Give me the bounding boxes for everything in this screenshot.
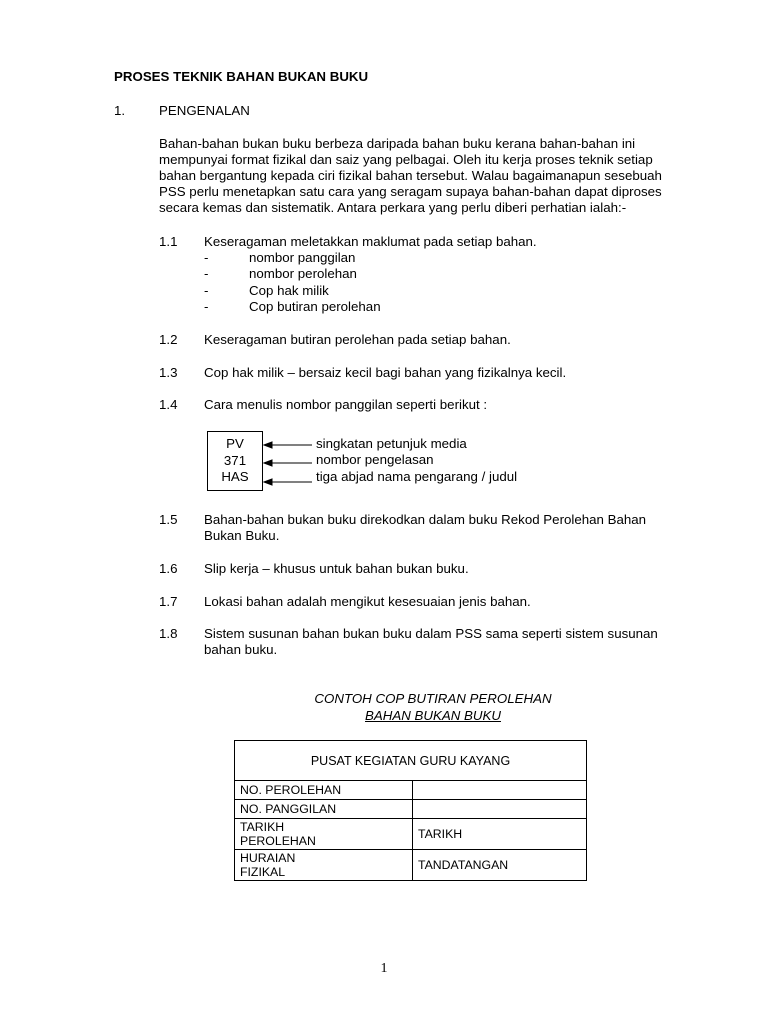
item-number: 1.1 bbox=[159, 234, 178, 249]
bullet-dash: - bbox=[204, 299, 209, 314]
call-number-annotation: nombor pengelasan bbox=[316, 452, 434, 467]
call-number-annotation: tiga abjad nama pengarang / judul bbox=[316, 469, 518, 484]
intro-line: mempunyai format fizikal dan saiz yang pelbagai. Oleh itu kerja proses teknik setiap bbox=[159, 152, 653, 167]
stamp-label: NO. PEROLEHAN bbox=[235, 781, 413, 800]
stamp-label-line: TARIKH bbox=[240, 820, 285, 834]
table-row bbox=[235, 800, 587, 819]
intro-line: bahan bergantung kepada ciri fizikal bahan tersebut. Walau bagaimanapun sesebuah bbox=[159, 168, 662, 183]
call-number-annotation: singkatan petunjuk media bbox=[316, 436, 467, 451]
item-text-line: Bahan-bahan bukan buku direkodkan dalam buku Rekod Perolehan Bahan bbox=[204, 512, 647, 527]
item-number: 1.4 bbox=[159, 397, 178, 412]
acquisition-stamp-table bbox=[234, 740, 587, 881]
bullet-item: nombor panggilan bbox=[249, 250, 356, 265]
stamp-caption-line2 bbox=[258, 708, 608, 724]
section-heading: PENGENALAN bbox=[159, 103, 250, 118]
table-row bbox=[235, 781, 587, 800]
bullet-item: Cop hak milik bbox=[249, 283, 329, 298]
stamp-caption-line1: CONTOH COP BUTIRAN PEROLEHAN bbox=[314, 691, 552, 706]
page-number: 1 bbox=[380, 961, 388, 976]
intro-line: Bahan-bahan bukan buku berbeza daripada bahan buku kerana bahan-bahan ini bbox=[159, 136, 636, 151]
stamp-label-line: PEROLEHAN bbox=[240, 834, 316, 848]
item-number: 1.8 bbox=[159, 626, 178, 641]
item-text bbox=[204, 512, 712, 544]
item-text: Keseragaman meletakkan maklumat pada setiap bahan. bbox=[204, 234, 537, 249]
bullet-item: Cop butiran perolehan bbox=[249, 299, 381, 314]
item-text: Lokasi bahan adalah mengikut kesesuaian jenis bahan. bbox=[204, 594, 531, 609]
bullet-dash: - bbox=[204, 266, 209, 281]
item-number: 1.5 bbox=[159, 512, 178, 527]
item-text: Cara menulis nombor panggilan seperti berikut : bbox=[204, 397, 488, 412]
call-number-line: HAS bbox=[221, 469, 249, 484]
item-text: Slip kerja – khusus untuk bahan bukan buku. bbox=[204, 561, 469, 576]
item-number: 1.7 bbox=[159, 594, 178, 609]
intro-line: PSS perlu menetapkan satu cara yang seragam supaya bahan-bahan dapat diproses bbox=[159, 184, 662, 199]
item-text-line: Bukan Buku. bbox=[204, 528, 280, 543]
arrow-head-icon bbox=[264, 479, 272, 485]
arrow-head-icon bbox=[264, 460, 272, 466]
stamp-caption-underlined: BAHAN BUKAN BUKU bbox=[365, 708, 501, 723]
stamp-label: NO. PANGGILAN bbox=[235, 800, 413, 819]
item-number: 1.2 bbox=[159, 332, 178, 347]
table-row bbox=[235, 819, 587, 850]
document-title: PROSES TEKNIK BAHAN BUKAN BUKU bbox=[114, 69, 369, 84]
stamp-label bbox=[235, 819, 413, 850]
item-text: Keseragaman butiran perolehan pada setiap bahan. bbox=[204, 332, 511, 347]
bullet-dash: - bbox=[204, 283, 209, 298]
item-text bbox=[204, 626, 712, 658]
stamp-value: TANDATANGAN bbox=[413, 850, 587, 881]
stamp-value bbox=[413, 781, 587, 800]
table-row bbox=[235, 850, 587, 881]
stamp-header: PUSAT KEGIATAN GURU KAYANG bbox=[235, 741, 587, 781]
stamp-label-line: HURAIAN bbox=[240, 851, 296, 865]
item-text-line: bahan buku. bbox=[204, 642, 278, 657]
stamp-value bbox=[413, 800, 587, 819]
stamp-label bbox=[235, 850, 413, 881]
intro-line: secara kemas dan sistematik. Antara perkara yang perlu diberi perhatian ialah:- bbox=[159, 200, 627, 215]
arrow-head-icon bbox=[264, 442, 272, 448]
stamp-value: TARIKH bbox=[413, 819, 587, 850]
item-text-line: Sistem susunan bahan bukan buku dalam PSS sama seperti sistem susunan bbox=[204, 626, 658, 641]
item-number: 1.6 bbox=[159, 561, 178, 576]
call-number-line: PV bbox=[226, 436, 244, 451]
section-number: 1. bbox=[114, 103, 126, 118]
item-number: 1.3 bbox=[159, 365, 178, 380]
call-number-line: 371 bbox=[223, 452, 247, 468]
bullet-item: nombor perolehan bbox=[249, 266, 357, 281]
bullet-dash: - bbox=[204, 250, 209, 265]
item-text: Cop hak milik – bersaiz kecil bagi bahan yang fizikalnya kecil. bbox=[204, 365, 567, 380]
stamp-label-line: FIZIKAL bbox=[240, 865, 286, 879]
